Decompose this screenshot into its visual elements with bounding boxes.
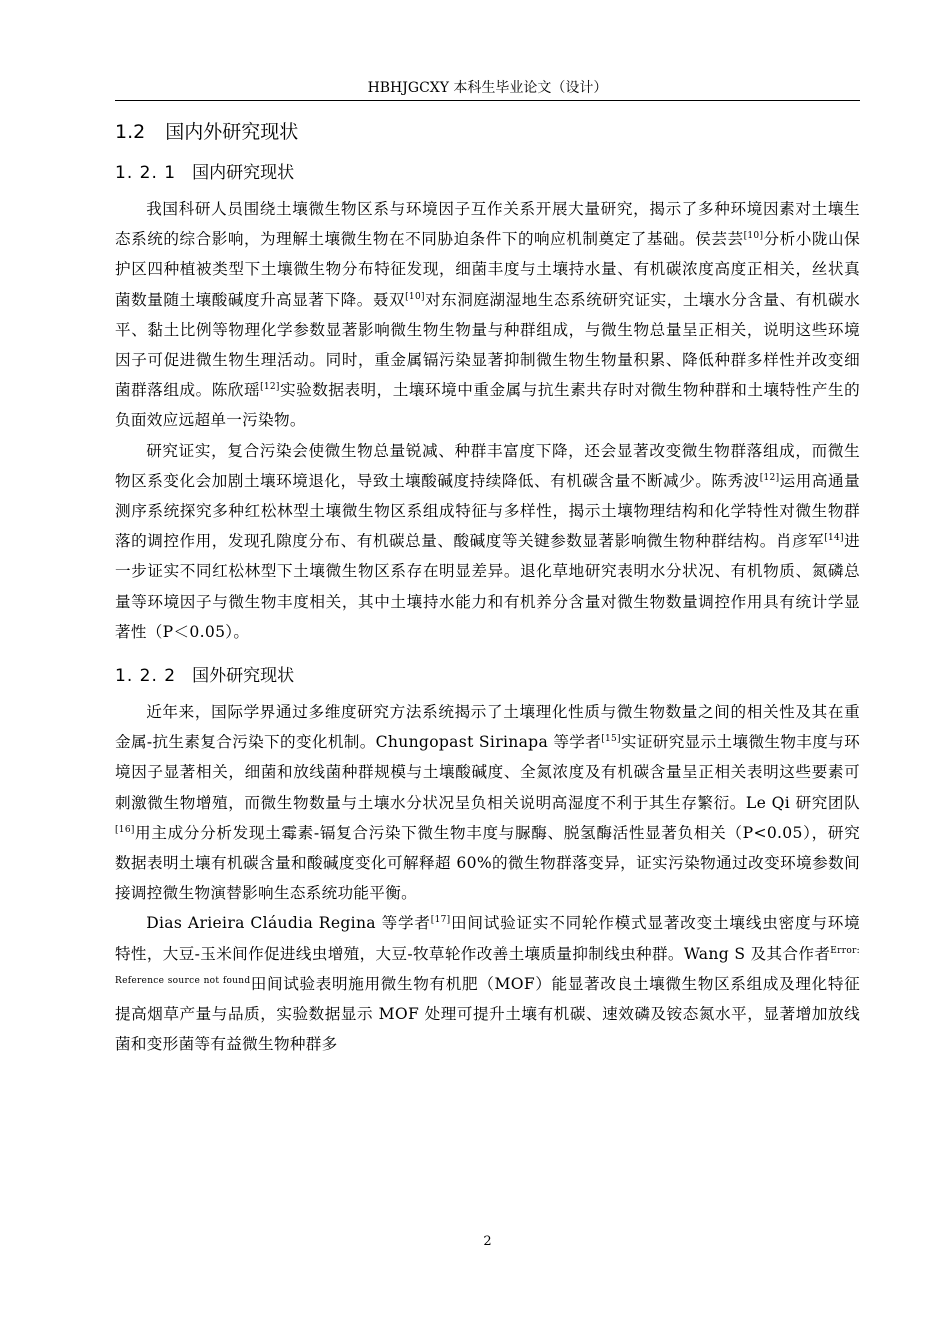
text-run: 分析小陇山保护区四种植被类型下土壤微生物分布特征发现，细菌丰度与土壤持水量、有机碳浓度高度正相关，丝状真菌数量随土壤酸碱度升高显著下降。聂双 <box>115 230 860 309</box>
citation-ref: [10] <box>743 231 764 242</box>
citation-ref: [12] <box>759 472 780 483</box>
text-run: Dias Arieira Cláudia Regina 等学者 <box>146 914 431 933</box>
citation-error-ref: Error: Reference source not found <box>115 945 860 986</box>
text-run: 田间试验表明施用微生物有机肥（MOF）能显著改良土壤微生物区系组成及理化特征提高烟草产量与品质，实验数据显示 MOF 处理可提升土壤有机碳、速效磷及铵态氮水平，显著增加放线菌和变形菌等有益微生物种群多 <box>115 974 860 1054</box>
text-run: 用主成分分析发现土霉素-镉复合污染下微生物丰度与脲酶、脱氢酶活性显著负相关（P<0.05），研究数据表明土壤有机碳含量和酸碱度变化可解释超 60%的微生物群落变异，证实污染物通过改变环境参数间接调控微生物演替影响生态系统功能平衡。 <box>115 823 860 903</box>
text-run: 实验数据表明，土壤环境中重金属与抗生素共存时对微生物种群和土壤特性产生的负面效应远超单一污染物。 <box>115 381 860 430</box>
text-run: 我国科研人员围绕土壤微生物区系与环境因子互作关系开展大量研究，揭示了多种环境因素对土壤生态系统的综合影响，为理解土壤微生物在不同胁迫条件下的响应机制奠定了基础。侯芸芸 <box>115 200 860 249</box>
subsection-heading-foreign <box>115 663 860 689</box>
citation-ref: [16] <box>115 824 135 835</box>
text-run: 对东洞庭湖湿地生态系统研究证实，土壤水分含量、有机碳水平、黏土比例等物理化学参数显著影响微生物生物量与种群组成，与微生物总量呈正相关，说明这些环境因子可促进微生物生理活动。同时，重金属镉污染显著抑制微生物生物量积累、降低种群多样性并改变细菌群落组成。陈欣瑶 <box>115 290 860 400</box>
subsection-number: 1. 2. 2 <box>115 666 177 687</box>
text-run: 进一步证实不同红松林型下土壤微生物区系存在明显差异。退化草地研究表明水分状况、有机物质、氮磷总量等环境因子与微生物丰度相关，其中土壤持水能力和有机养分含量对微生物数量调控作用具有统计学显著性（P＜0.05）。 <box>115 532 860 641</box>
paragraph-foreign-1 <box>115 697 860 908</box>
subsection-heading-domestic <box>115 160 860 186</box>
section-number: 1.2 <box>115 121 146 143</box>
header-rule <box>115 100 860 101</box>
text-run: 近年来，国际学界通过多维度研究方法系统揭示了土壤理化性质与微生物数量之间的相关性及其在重金属-抗生素复合污染下的变化机制。Chungopast Sirinapa 等学者 <box>115 703 860 752</box>
section-heading <box>115 118 860 146</box>
section-title: 国内外研究现状 <box>165 121 299 143</box>
citation-ref: [17] <box>430 915 451 926</box>
citation-ref: [14] <box>824 533 844 544</box>
paragraph-domestic-2 <box>115 436 860 647</box>
page-content <box>115 118 860 1059</box>
subsection-title: 国外研究现状 <box>192 666 295 687</box>
paragraph-foreign-2 <box>115 908 860 1059</box>
citation-ref: [12] <box>260 382 280 393</box>
page-header: HBHJGCXY 本科生毕业论文（设计） <box>367 80 608 96</box>
page-number: 2 <box>483 1234 492 1249</box>
subsection-number: 1. 2. 1 <box>115 163 177 183</box>
text-run: 实证研究显示土壤微生物丰度与环境因子显著相关，细菌和放线菌种群规模与土壤酸碱度、全氮浓度及有机碳含量呈正相关表明这些要素可刺激微生物增殖，而微生物数量与土壤水分状况呈负相关说明高湿度不利于其生存繁衍。Le Qi 研究团队 <box>115 733 860 812</box>
text-run: 运用高通量测序系统探究多种红松林型土壤微生物区系组成特征与多样性，揭示土壤物理结构和化学特性对微生物群落的调控作用，发现孔隙度分布、有机碳总量、酸碱度等关键参数显著影响微生物种群结构。肖彦军 <box>115 471 860 551</box>
citation-ref: [10] <box>405 291 425 302</box>
subsection-title: 国内研究现状 <box>192 163 295 183</box>
text-run: 田间试验证实不同轮作模式显著改变土壤线虫密度与环境特性，大豆-玉米间作促进线虫增殖，大豆-牧草轮作改善土壤质量抑制线虫种群。Wang S 及其合作者 <box>115 914 860 963</box>
citation-ref: [15] <box>601 734 621 745</box>
paragraph-domestic-1 <box>115 194 860 436</box>
text-run: 研究证实，复合污染会使微生物总量锐减、种群丰富度下降，还会显著改变微生物群落组成，而微生物区系变化会加剧土壤环境退化，导致土壤酸碱度持续降低、有机碳含量不断减少。陈秀波 <box>115 441 860 490</box>
